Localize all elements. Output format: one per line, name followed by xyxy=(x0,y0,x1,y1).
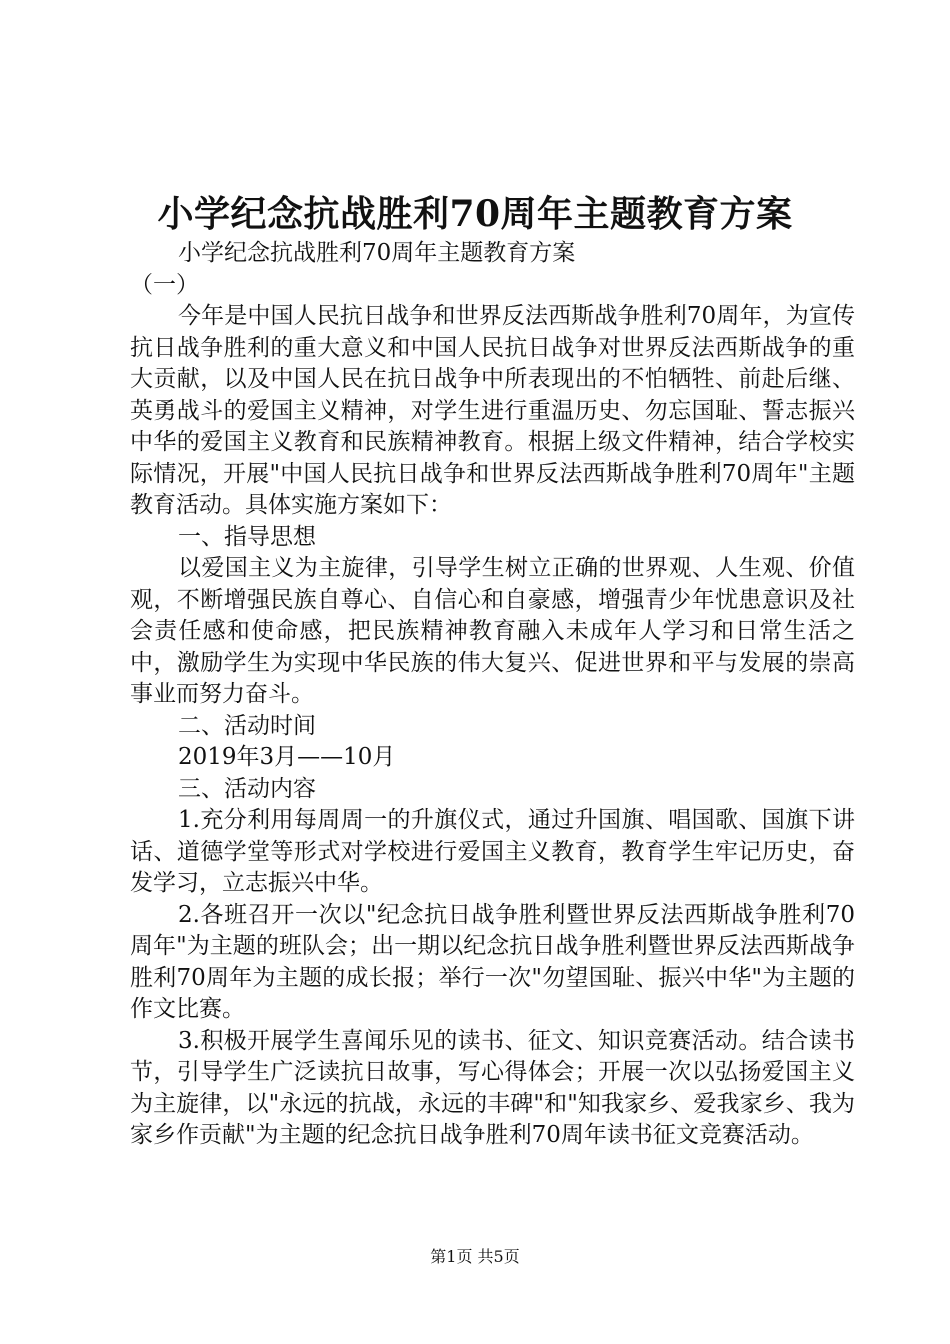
section-heading-activity-content: 三、活动内容 xyxy=(178,775,316,802)
paragraph-activity-item-3: 3.积极开展学生喜闻乐见的读书、征文、知识竞赛活动。结合读书节，引导学生广泛读抗日故事，写心得体会；开展一次以弘扬爱国主义为主旋律，以"永远的抗战，永远的丰碑"和"知我家乡、爱我家乡、我为家乡作贡献"为主题的纪念抗日战争胜利70周年读书征文竞赛活动。 xyxy=(130,1027,855,1148)
paragraph-activity-item-1: 1.充分利用每周周一的升旗仪式，通过升国旗、唱国歌、国旗下讲话、道德学堂等形式对学校进行爱国主义教育，教育学生牢记历史，奋发学习，立志振兴中华。 xyxy=(130,807,855,896)
section-heading-activity-time: 二、活动时间 xyxy=(178,712,316,739)
page-footer: 第1页 共5页 xyxy=(430,1247,520,1266)
document-subtitle: 小学纪念抗战胜利70周年主题教育方案 xyxy=(178,240,576,266)
paragraph-activity-item-2: 2.各班召开一次以"纪念抗日战争胜利暨世界反法西斯战争胜利70周年"为主题的班队会；出一期以纪念抗日战争胜利暨世界反法西斯战争胜利70周年为主题的成长报；举行一次"勿望国耻、振兴中华"为主题的作文比赛。 xyxy=(130,901,855,1022)
document-body xyxy=(130,238,855,1152)
paragraph-activity-time: 2019年3月——10月 xyxy=(178,744,396,770)
part-marker: （一） xyxy=(130,271,199,298)
paragraph-intro: 今年是中国人民抗日战争和世界反法西斯战争胜利70周年，为宣传抗日战争胜利的重大意义和中国人民抗日战争对世界反法西斯战争的重大贡献，以及中国人民在抗日战争中所表现出的不怕牺牲、前赴后继、英勇战斗的爱国主义精神，对学生进行重温历史、勿忘国耻、誓志振兴中华的爱国主义教育和民族精神教育。根据上级文件精神，结合学校实际情况，开展"中国人民抗日战争和世界反法西斯战争胜利70周年"主题教育活动。具体实施方案如下： xyxy=(130,303,855,518)
section-heading-guiding-ideology: 一、指导思想 xyxy=(178,523,316,550)
paragraph-guiding-ideology: 以爱国主义为主旋律，引导学生树立正确的世界观、人生观、价值观，不断增强民族自尊心、自信心和自豪感，增强青少年忧患意识及社会责任感和使命感，把民族精神教育融入未成年人学习和日常生活之中，激励学生为实现中华民族的伟大复兴、促进世界和平与发展的崇高事业而努力奋斗。 xyxy=(130,555,855,707)
document-title: 小学纪念抗战胜利70周年主题教育方案 xyxy=(157,193,793,235)
